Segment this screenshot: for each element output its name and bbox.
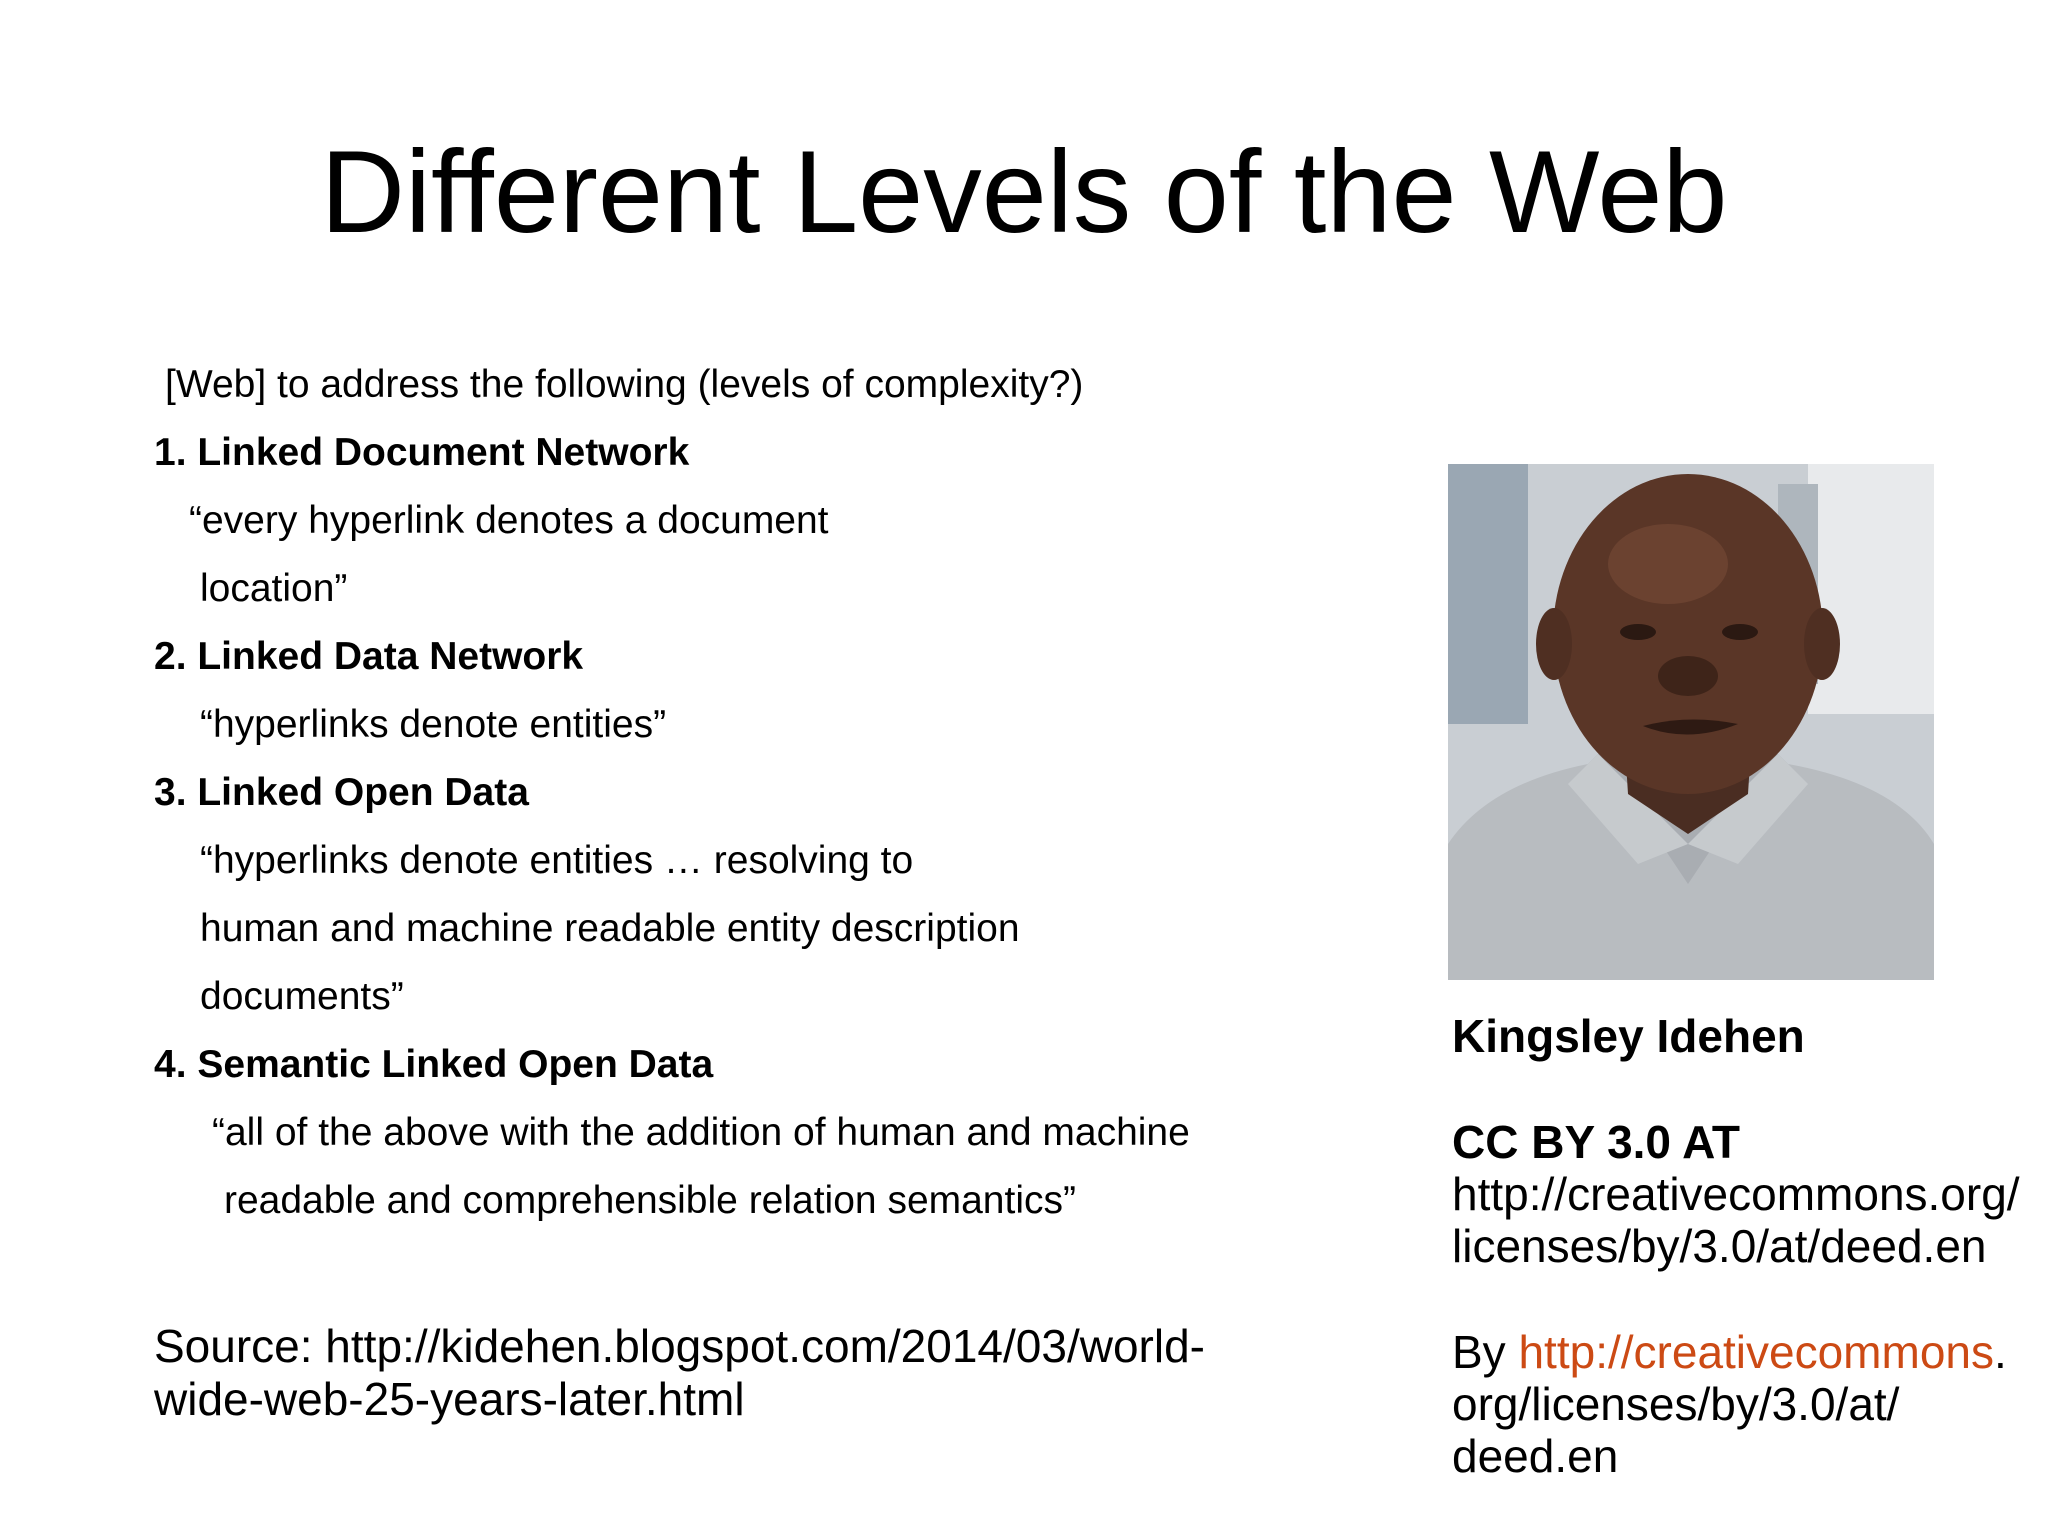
level-4-quote-line-1: “all of the above with the addition of human and machine <box>212 1111 1190 1154</box>
source-line-1: Source: http://kidehen.blogspot.com/2014/03/world- <box>154 1320 1205 1372</box>
photo-subject-name: Kingsley Idehen <box>1452 1010 1805 1062</box>
source-line-2: wide-web-25-years-later.html <box>154 1373 745 1425</box>
level-3-quote-line-1: “hyperlinks denote entities … resolving to <box>200 839 914 882</box>
attribution-line-3: deed.en <box>1452 1430 1619 1482</box>
level-3-heading: 3. Linked Open Data <box>154 771 529 814</box>
level-1-quote-line-2: location” <box>200 567 348 610</box>
attribution-suffix: . <box>1994 1326 2007 1378</box>
attribution-line-1 <box>1452 1326 2007 1378</box>
attribution-link[interactable]: http://creativecommons <box>1518 1326 1994 1378</box>
level-3-quote-line-3: documents” <box>200 975 404 1018</box>
license-url-line-2[interactable]: licenses/by/3.0/at/deed.en <box>1452 1220 1987 1272</box>
level-4-quote-line-2: readable and comprehensible relation semantics” <box>224 1179 1076 1222</box>
slide-title: Different Levels of the Web <box>320 126 1728 257</box>
attribution-line-2: org/licenses/by/3.0/at/ <box>1452 1378 1900 1430</box>
level-2-quote-line-1: “hyperlinks denote entities” <box>200 703 667 746</box>
source-citation <box>154 1320 1205 1426</box>
intro-text: [Web] to address the following (levels of complexity?) <box>165 363 1084 406</box>
license-label: CC BY 3.0 AT <box>1452 1116 1740 1168</box>
attribution-prefix: By <box>1452 1326 1519 1378</box>
portrait-photo <box>1448 464 1934 980</box>
level-4-heading: 4. Semantic Linked Open Data <box>154 1043 714 1086</box>
level-1-heading: 1. Linked Document Network <box>154 431 690 474</box>
license-url-line-1[interactable]: http://creativecommons.org/ <box>1452 1168 2020 1220</box>
level-1-quote-line-1: “every hyperlink denotes a document <box>189 499 829 542</box>
level-3-quote-line-2: human and machine readable entity description <box>200 907 1020 950</box>
level-2-heading: 2. Linked Data Network <box>154 635 584 678</box>
